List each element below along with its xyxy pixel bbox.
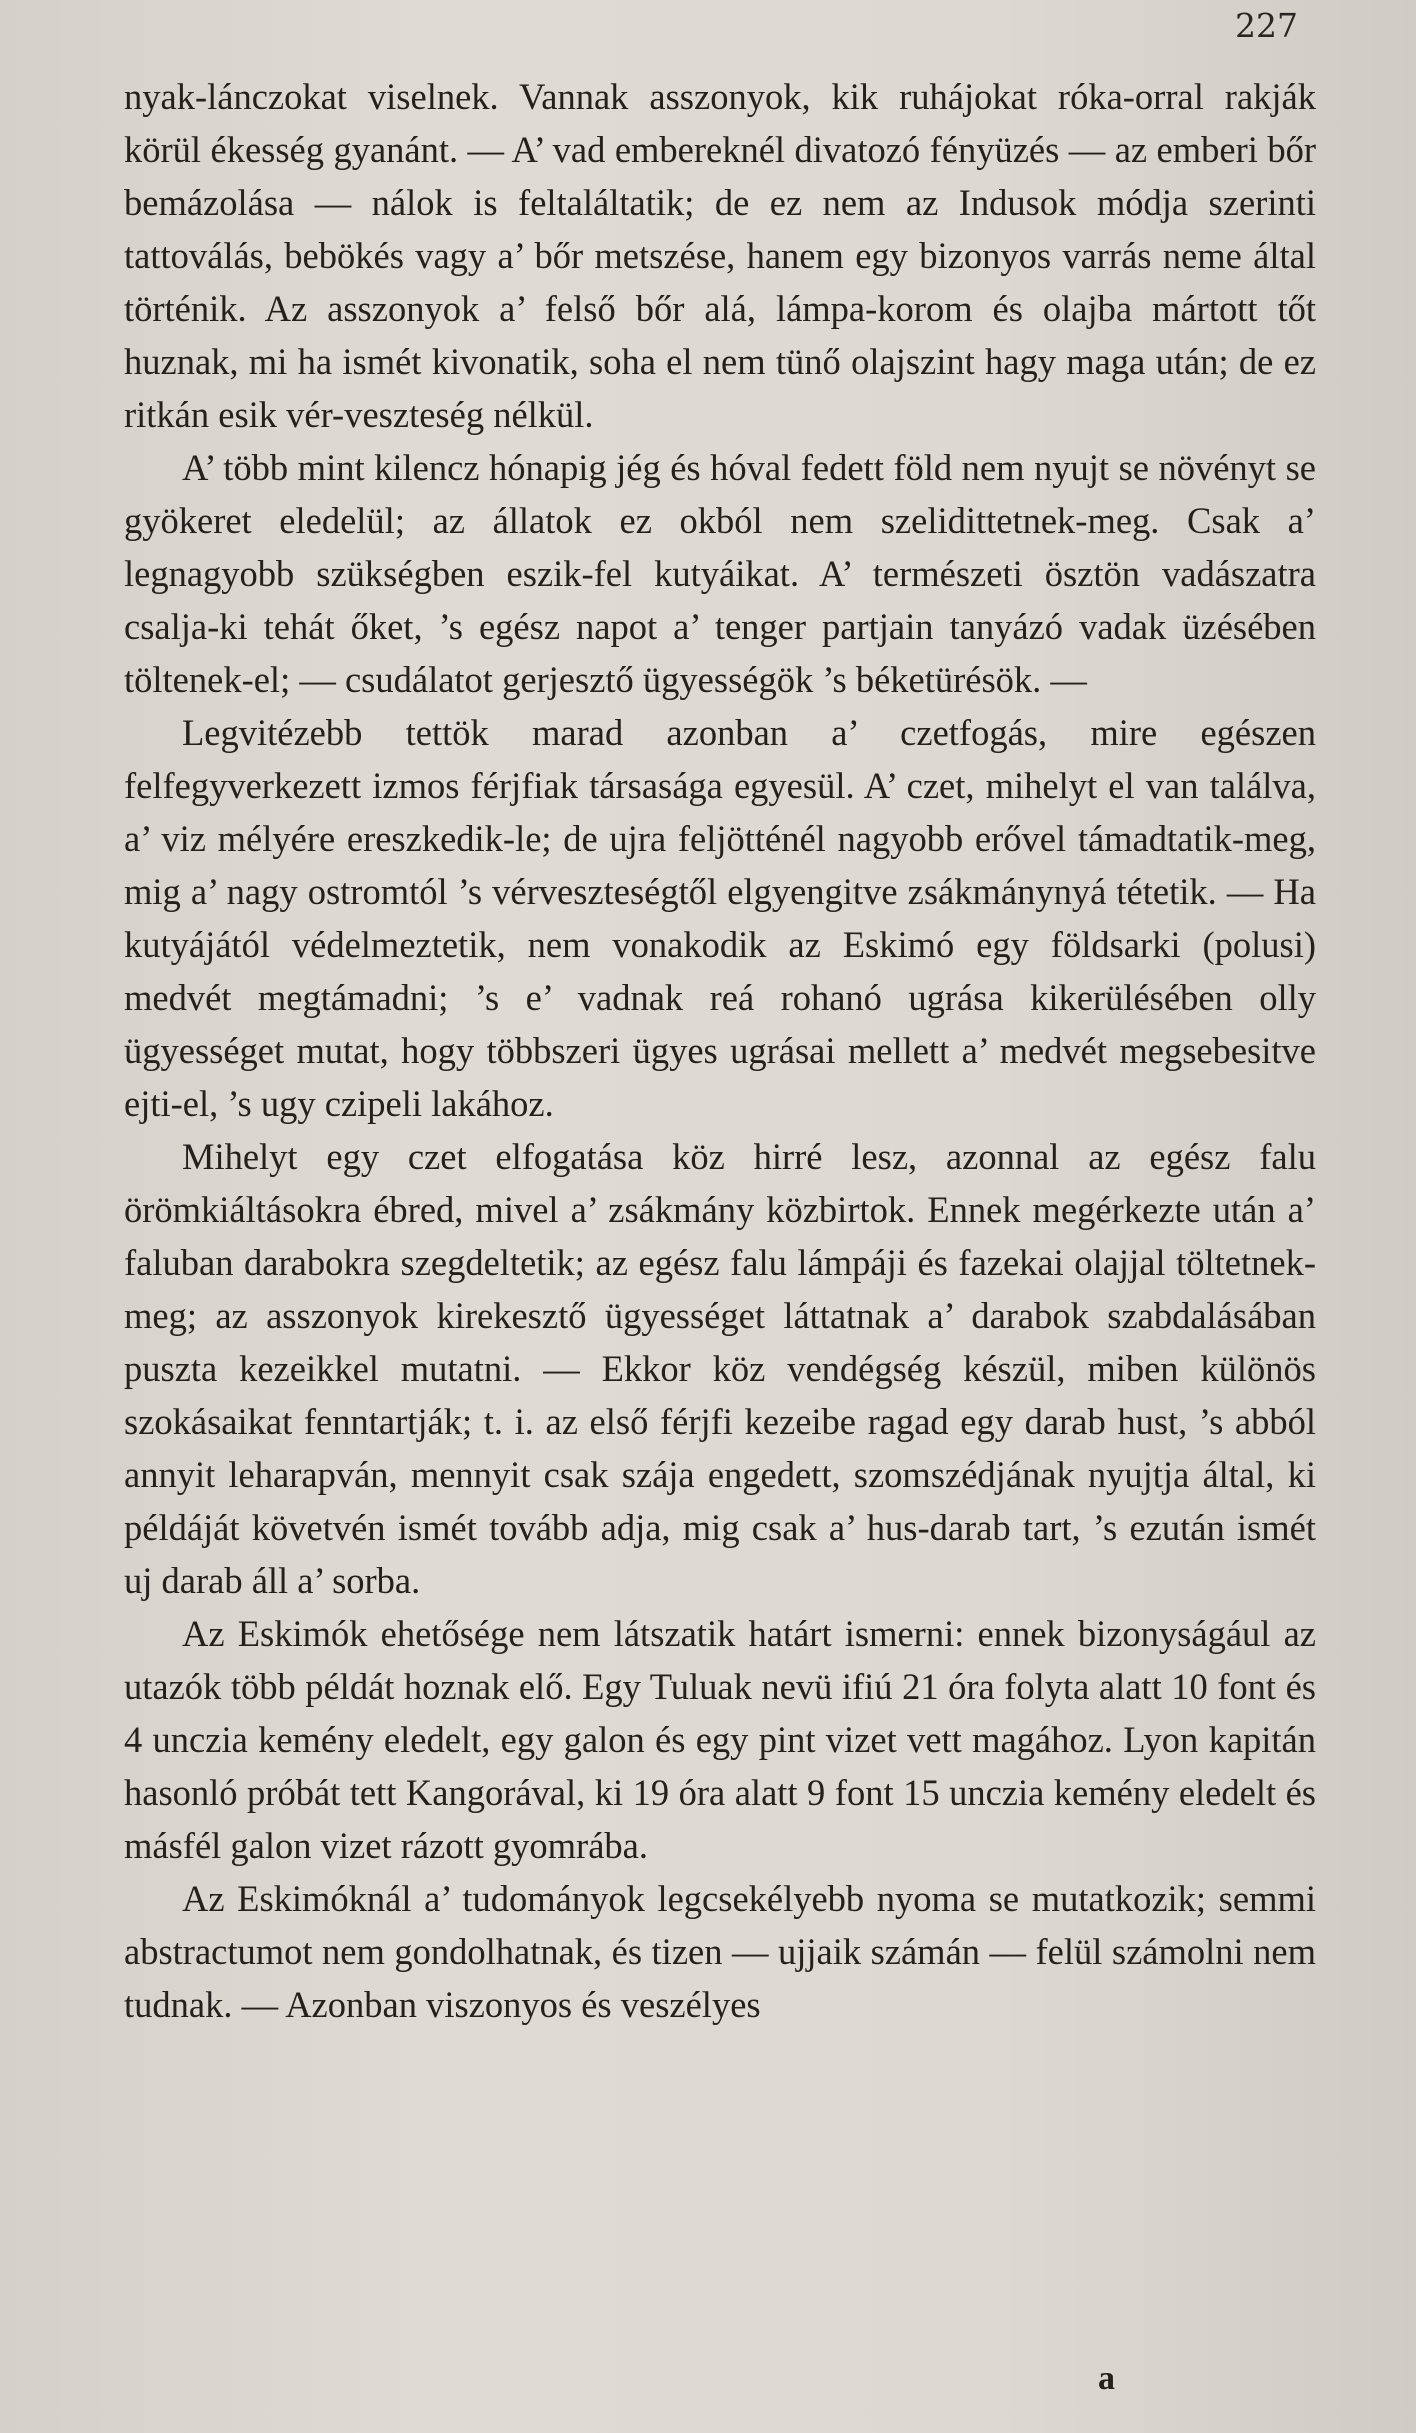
paragraph-continued: nyak-lánczokat viselnek. Vannak asszonyok, kik ruhájokat róka-orral rakják körül ékesség gyanánt. — A’ vad embereknél divatozó fényüzés — az emberi bőr bemázolása — nálok is feltaláltatik; de ez nem az Indusok módja szerinti tattoválás, bebökés vagy a’ bőr metszése, hanem egy bizonyos varrás neme által történik. Az asszonyok a’ felső bőr alá, lámpa-korom és olajba mártott tőt huznak, mi ha ismét kivonatik, soha el nem tünő olajszint hagy maga után; de ez ritkán esik vér-veszteség nélkül. [124, 76, 1316, 435]
paragraph: Legvitézebb tettök marad azonban a’ czetfogás, mire egészen felfegyverkezett izmos férjfiak társasága egyesül. A’ czet, mihelyt el van találva, a’ viz mélyére ereszkedik-le; de ujra feljötténél nagyobb erővel támadtatik-meg, mig a’ nagy ostromtól ’s vérveszteségtől elgyengitve zsákmánynyá tétetik. — Ha kutyájától védelmeztetik, nem vonakodik az Eskimó egy földsarki (polusi) medvét megtámadni; ’s e’ vadnak reá rohanó ugrása kikerülésében olly ügyességet mutat, hogy többszeri ügyes ugrásai mellett a’ medvét megsebesitve ejti-el, ’s ugy czipeli lakához. [124, 712, 1316, 1124]
page-number: 227 [1235, 6, 1298, 45]
paragraph: A’ több mint kilencz hónapig jég és hóval fedett föld nem nyujt se növényt se gyökeret eledelül; az állatok ez okból nem szelidittetnek-meg. Csak a’ legnagyobb szükségben eszik-fel kutyáikat. A’ természeti ösztön vadászatra csalja-ki tehát őket, ’s egész napot a’ tenger partjain tanyázó vadak üzésében töltenek-el; — csudálatot gerjesztő ügyességök ’s béketürésök. — [124, 447, 1316, 700]
paragraph: Az Eskimóknál a’ tudományok legcsekélyebb nyoma se mutatkozik; semmi abstractumot nem gondolhatnak, és tizen — ujjaik számán — felül számolni nem tudnak. — Azonban viszonyos és veszélyes [124, 1878, 1316, 2025]
signature-mark: a [1098, 2360, 1115, 2397]
body-text [124, 70, 1316, 2031]
paragraph: Az Eskimók ehetősége nem látszatik határt ismerni: ennek bizonyságául az utazók több példát hoznak elő. Egy Tuluak nevü ifiú 21 óra folyta alatt 10 font és 4 unczia kemény eledelt, egy galon és egy pint vizet vett magához. Lyon kapitán hasonló próbát tett Kangorával, ki 19 óra alatt 9 font 15 unczia kemény eledelt és másfél galon vizet rázott gyomrába. [124, 1613, 1316, 1866]
paragraph: Mihelyt egy czet elfogatása köz hirré lesz, azonnal az egész falu örömkiáltásokra ébred, mivel a’ zsákmány közbirtok. Ennek megérkezte után a’ faluban darabokra szegdeltetik; az egész falu lámpáji és fazekai olajjal töltetnek-meg; az asszonyok kirekesztő ügyességet láttatnak a’ darabok szabdalásában puszta kezeikkel mutatni. — Ekkor köz vendégség készül, miben különös szokásaikat fenntartják; t. i. az első férjfi kezeibe ragad egy darab hust, ’s abból annyit leharapván, mennyit csak szája engedett, szomszédjának nyujtja által, ki példáját követvén ismét tovább adja, mig csak a’ hus-darab tart, ’s ezután ismét uj darab áll a’ sorba. [124, 1136, 1316, 1601]
